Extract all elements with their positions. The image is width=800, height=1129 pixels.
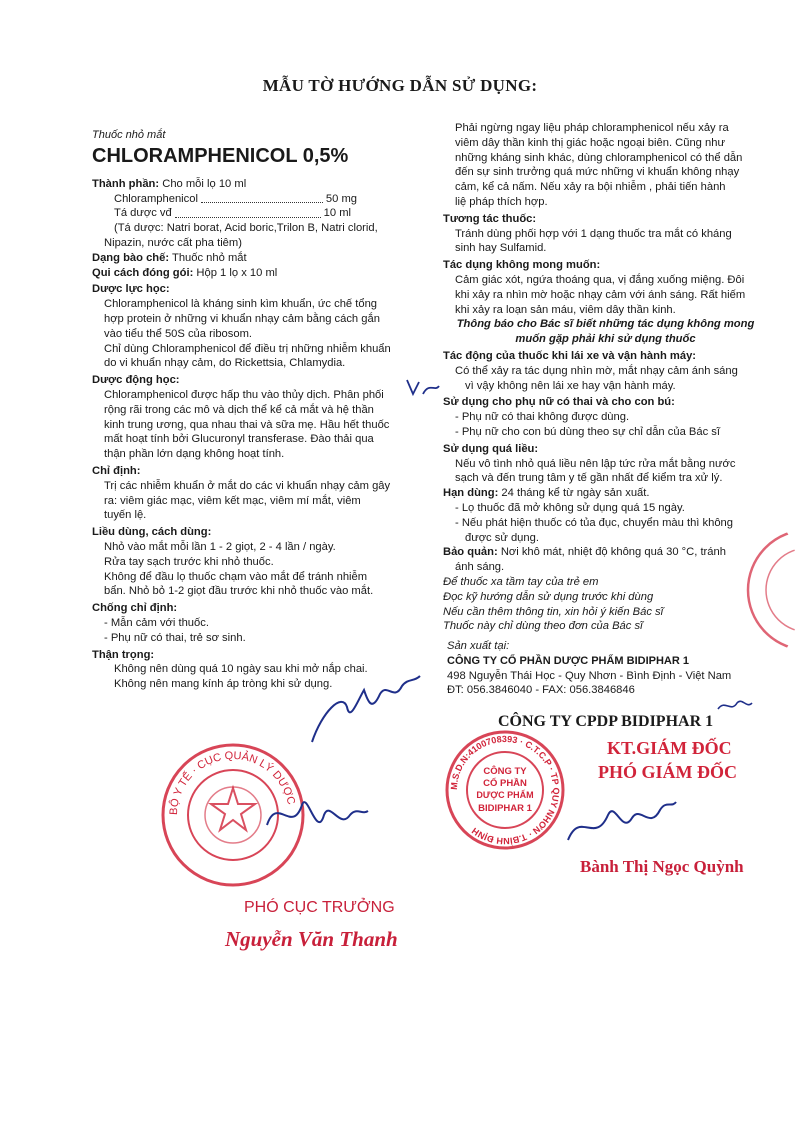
- manufacturer-block: [447, 639, 777, 698]
- manufacturer-address: 498 Nguyễn Thái Học - Quy Nhơn - Bình Định - Việt Nam: [447, 669, 732, 682]
- storage-value: Nơi khô mát, nhiệt độ không quá 30 °C, tránh: [500, 546, 726, 559]
- text-line: ánh sáng.: [455, 561, 505, 574]
- section-heading: Dược lực học:: [92, 283, 170, 296]
- composition-intro: Cho mỗi lọ 10 ml: [162, 177, 247, 190]
- ingredient-amount: 50 mg: [325, 192, 357, 205]
- ingredient-name: Chloramphenicol: [114, 192, 198, 205]
- section-heading: Chống chỉ định:: [92, 602, 178, 615]
- left-column: [92, 128, 417, 692]
- text-line: - Phụ nữ có thai, trẻ sơ sinh.: [104, 631, 246, 644]
- text-line: vào tiểu thể 50S của ribosom.: [104, 327, 253, 340]
- text-line: Rửa tay sạch trước khi nhỏ thuốc.: [104, 555, 274, 568]
- seal-center-line: CỔ PHẦN: [483, 778, 527, 789]
- text-line: Nếu vô tình nhỏ quá liều nên lập tức rửa mắt bằng nước: [455, 457, 736, 470]
- drug-name: CHLORAMPHENICOL 0,5%: [92, 144, 349, 167]
- seal-center-line: CÔNG TY: [483, 766, 527, 777]
- text-line: Cảm giác xót, ngứa thoáng qua, vị đắng xuống miệng. Đôi: [455, 273, 745, 286]
- text-line: - Nếu phát hiện thuốc có tủa đục, chuyển màu thì không: [455, 516, 734, 529]
- section-heading: Chỉ định:: [92, 464, 141, 477]
- seal-ring-text-path: BỘ Y TẾ · CỤC QUẢN LÝ DƯỢC: [167, 749, 297, 816]
- text-line: vì vậy không nên lái xe hay vận hành máy.: [465, 379, 676, 392]
- company-label: CÔNG TY CPDP BIDIPHAR 1: [498, 713, 714, 730]
- section-heading: Dược động học:: [92, 374, 180, 387]
- text-line: sạch và đến trung tâm y tế gần nhất để kiểm tra xử lý.: [455, 472, 723, 485]
- warning-line: Nếu cần thêm thông tin, xin hỏi ý kiến Bác sĩ: [443, 605, 664, 618]
- text-line: viêm dây thần kinh thị giác hoặc ngoại biên. Cũng như: [455, 136, 725, 149]
- director-title: KT.GIÁM ĐỐC: [607, 738, 732, 758]
- text-line: Trị các nhiễm khuẩn ở mắt do các vi khuẩn nhạy cảm gây: [104, 479, 391, 492]
- form-line: [92, 251, 417, 266]
- manufacturer-phone: ĐT: 056.3846040 - FAX: 056.3846846: [447, 684, 635, 697]
- text-line: khi xảy ra loạn sản máu, viêm dây thần kinh.: [455, 303, 676, 316]
- director-name: Bành Thị Ngọc Quỳnh: [580, 857, 744, 876]
- produced-label: Sản xuất tại:: [447, 640, 510, 652]
- warning-line: Thuốc này chỉ dùng theo đơn của Bác sĩ: [443, 620, 643, 633]
- product-subtitle: Thuốc nhỏ mắt: [92, 129, 166, 141]
- text-line: - Mẫn cảm với thuốc.: [104, 616, 209, 629]
- text-line: Phải ngừng ngay liệu pháp chloramphenicol nếu xảy ra: [455, 122, 729, 134]
- excipients-line: (Tá dược: Natri borat, Acid boric,Trilon B, Natri clorid,: [114, 222, 378, 235]
- signature-mark: [560, 790, 680, 860]
- warning-line: Để thuốc xa tầm tay của trẻ em: [443, 575, 599, 588]
- text-line: được sử dụng.: [465, 531, 539, 544]
- signature-mark: [715, 697, 755, 717]
- text-line: kinh trung ương, qua nhau thai và sữa mẹ. Hầu hết thuốc: [104, 418, 390, 431]
- text-line: sinh hay Sulfamid.: [455, 242, 547, 255]
- text-line: Chỉ dùng Chloramphenicol để điều trị những nhiễm khuẩn: [104, 342, 391, 355]
- form-heading: Dạng bào chế:: [92, 251, 170, 264]
- storage-heading: Bảo quản:: [443, 546, 498, 559]
- text-line: mất hoạt tính bởi Glucuronyl transferase. Đào thải qua: [104, 433, 374, 446]
- text-line: hợp protein ở những vi khuẩn nhạy cảm bằng cách gắn: [104, 312, 380, 325]
- text-line: liệ pháp thích hợp.: [455, 195, 548, 208]
- text-line: thận phần lớn dạng không hoạt tính.: [104, 448, 285, 461]
- expiry-line: [443, 486, 758, 501]
- form-value: Thuốc nhỏ mắt: [171, 251, 247, 264]
- pack-value: Hộp 1 lọ x 10 ml: [196, 266, 278, 279]
- text-line: Không nên mang kính áp tròng khi sử dụng.: [114, 678, 333, 691]
- text-line: rộng rãi trong các mô và dịch thể kể cả mắt và hệ thần: [104, 403, 374, 416]
- excipients-line: Nipazin, nước cất pha tiêm): [104, 236, 242, 249]
- pack-heading: Qui cách đóng gói:: [92, 266, 194, 279]
- text-line: do vi khuẩn nhạy cảm, do Rickettsia, Chlamydia.: [104, 357, 346, 370]
- text-line: đến sự sinh trưởng quá mức những vi khuẩn không nhạy: [455, 166, 740, 179]
- text-line: - Phụ nữ có thai không được dùng.: [455, 411, 630, 424]
- right-column: [443, 121, 758, 634]
- ingredient-row: [92, 192, 417, 207]
- expiry-value: 24 tháng kể từ ngày sản xuất.: [501, 487, 650, 500]
- text-line: tuyến lệ.: [104, 509, 147, 522]
- text-line: Chloramphenicol là kháng sinh kìm khuẩn, ức chế tổng: [104, 298, 378, 311]
- warning-line: Đọc kỹ hướng dẫn sử dụng trước khi dùng: [443, 590, 654, 603]
- bureau-name: Nguyễn Văn Thanh: [225, 927, 398, 951]
- text-line: Không nên dùng quá 10 ngày sau khi mở nắp chai.: [114, 663, 368, 676]
- section-heading: Sử dụng quá liều:: [443, 442, 539, 455]
- section-heading: Liều dùng, cách dùng:: [92, 526, 212, 539]
- text-line: Nhỏ vào mắt mỗi lần 1 - 2 giọt, 2 - 4 lần / ngày.: [104, 540, 336, 553]
- page-title: MẪU TỜ HƯỚNG DẪN SỬ DỤNG:: [262, 76, 538, 95]
- ingredient-row: [92, 206, 417, 221]
- edge-seal: [740, 520, 800, 660]
- text-line: - Lọ thuốc đã mở không sử dụng quá 15 ngày.: [455, 501, 685, 514]
- composition-heading: Thành phần:: [92, 177, 160, 190]
- section-heading: Thận trọng:: [92, 648, 155, 661]
- ingredient-name: Tá dược vđ: [114, 207, 172, 220]
- text-line: Không để đầu lọ thuốc chạm vào mắt để tránh nhiễm: [104, 570, 368, 583]
- bureau-title: PHÓ CỤC TRƯỞNG: [244, 899, 395, 916]
- seal-center-line: BIDIPHAR 1: [478, 803, 532, 814]
- section-heading: Tác dụng không mong muốn:: [443, 259, 601, 272]
- company-seal: [443, 728, 567, 852]
- ingredient-amount: 10 ml: [323, 207, 351, 220]
- notice-line: Thông báo cho Bác sĩ biết những tác dụng không mong: [456, 318, 755, 331]
- pack-line: [92, 266, 417, 281]
- vice-director-title: PHÓ GIÁM ĐỐC: [598, 762, 737, 782]
- text-line: những kháng sinh khác, dùng chloramphenicol có thể dẫn: [455, 151, 743, 164]
- signature-mark: [302, 672, 432, 752]
- seal-ring-text-path: M.S.D.N:4100708393 · C.T.C.P · TP QUY NHƠN · T.BÌNH ĐỊNH: [448, 733, 562, 847]
- text-line: cảm, kể cả nấm. Nếu xảy ra bội nhiễm , phải tiến hành: [455, 181, 726, 194]
- manufacturer-name: CÔNG TY CỔ PHẦN DƯỢC PHẨM BIDIPHAR 1: [447, 654, 689, 667]
- text-line: bẩn. Nhỏ bỏ 1-2 giọt đầu trước khi nhỏ thuốc vào mắt.: [104, 585, 374, 598]
- section-heading: Tác động của thuốc khi lái xe và vận hành máy:: [443, 349, 697, 362]
- text-line: - Phụ nữ cho con bú dùng theo sự chỉ dẫn của Bác sĩ: [455, 425, 720, 438]
- expiry-heading: Hạn dùng:: [443, 487, 499, 500]
- text-line: Chloramphenicol được hấp thu vào thủy dịch. Phân phối: [104, 388, 384, 401]
- text-line: Có thể xảy ra tác dụng nhìn mờ, mắt nhạy cảm ánh sáng: [455, 364, 738, 377]
- section-heading: Tương tác thuốc:: [443, 212, 537, 225]
- notice-line: muốn gặp phải khi sử dụng thuốc: [515, 333, 696, 346]
- seal-center-line: DƯỢC PHẨM: [476, 790, 534, 800]
- composition-line: [92, 177, 417, 192]
- signature-mark: [403, 376, 443, 400]
- storage-line: [443, 545, 758, 560]
- text-line: Tránh dùng phối hợp với 1 dạng thuốc tra mắt có kháng: [455, 227, 732, 240]
- text-line: ra: viêm giác mạc, viêm kết mạc, viêm mí mắt, viêm: [104, 494, 361, 507]
- section-heading: Sử dụng cho phụ nữ có thai và cho con bú:: [443, 396, 675, 409]
- text-line: khi xảy ra nhìn mờ hoặc nhạy cảm với ánh sáng. Rất hiếm: [455, 288, 746, 301]
- signature-mark: [262, 785, 372, 855]
